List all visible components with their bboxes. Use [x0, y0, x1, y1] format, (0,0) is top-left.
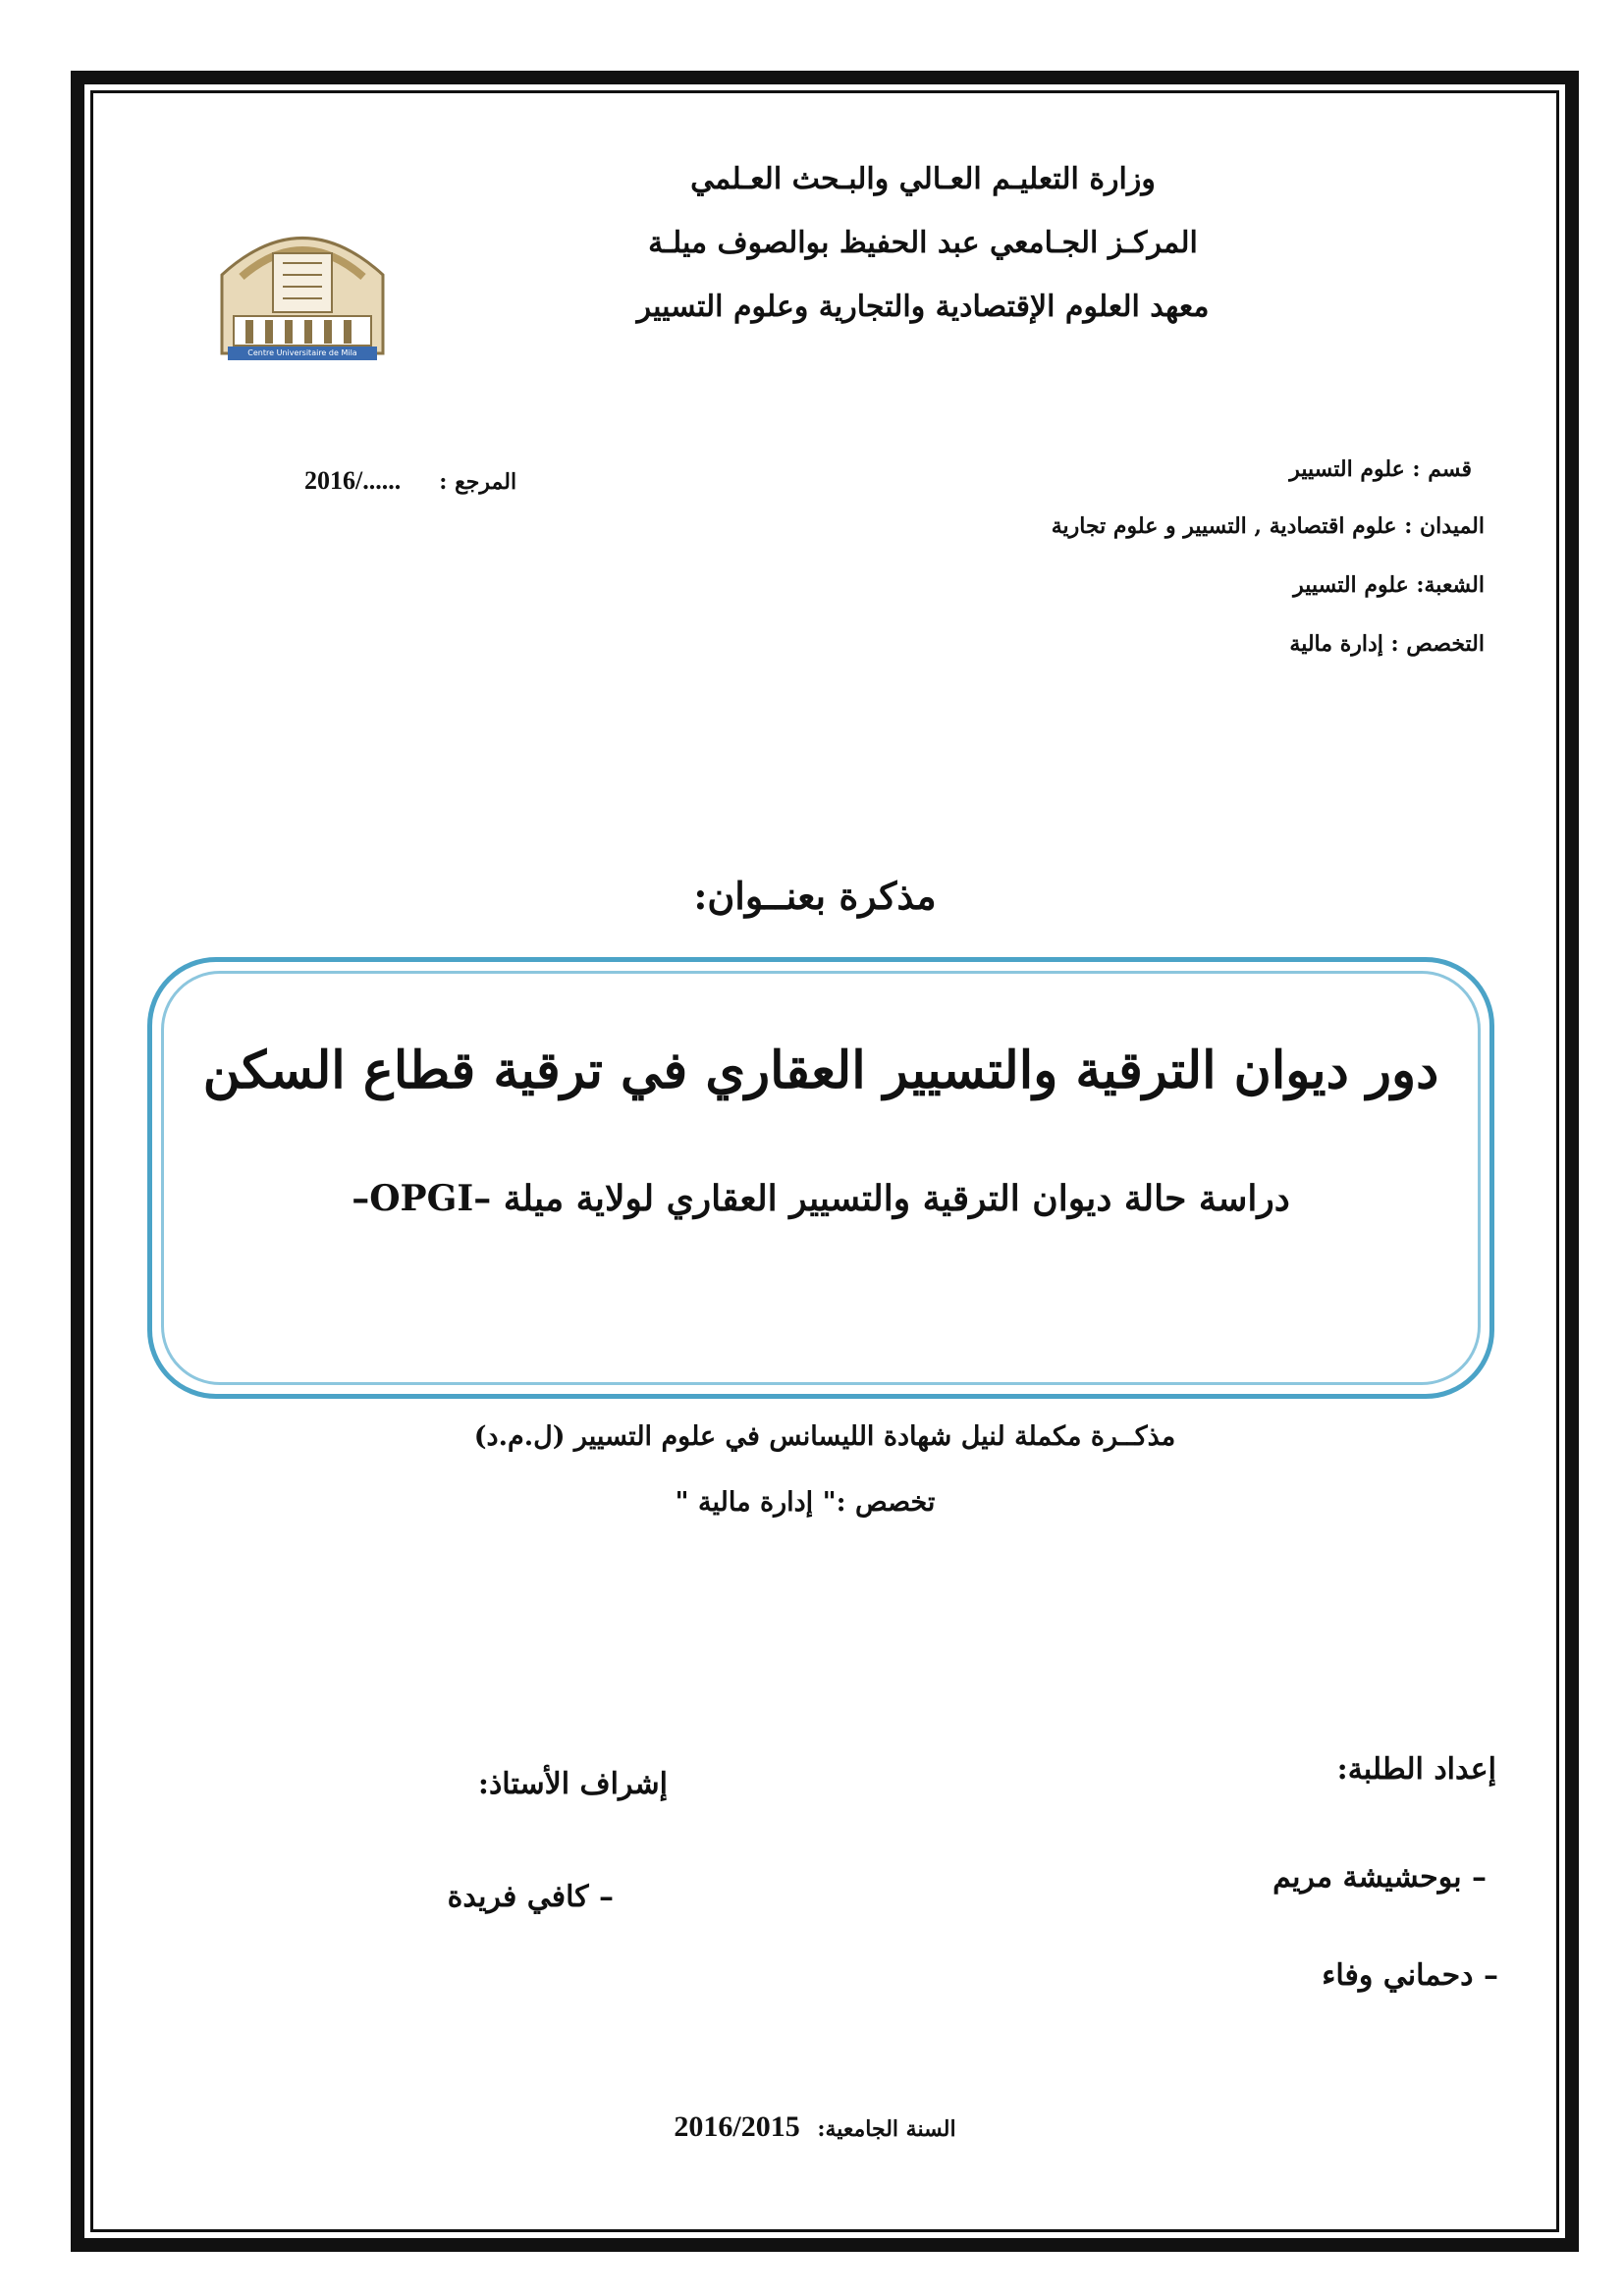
- students-heading: إعداد الطلبة:: [1336, 1752, 1496, 1787]
- ministry-line: وزارة التعليـم العـالي والبـحث العـلمي: [690, 162, 1156, 196]
- reference: [304, 466, 599, 496]
- field-line: الميدان : علوم اقتصادية , التسيير و علوم تجارية: [1051, 513, 1485, 539]
- logo-caption: Centre Universitaire de Mila: [247, 348, 357, 357]
- supervisor-heading: إشراف الأستاذ:: [477, 1767, 668, 1801]
- academic-year-label: السنة الجامعية:: [817, 2116, 956, 2142]
- main-title: دور ديوان الترقية والتسيير العقاري في ترقية قطاع السكن: [202, 1041, 1439, 1100]
- university-logo: [204, 206, 401, 363]
- student-name-1: – بوحشيشة مريم: [1272, 1860, 1487, 1895]
- degree-line: مذكــرة مكملة لنيل شهادة الليسانس في علوم التسيير (ل.م.د): [473, 1421, 1176, 1452]
- reference-label: المرجع :: [439, 469, 517, 495]
- subtitle: دراسة حالة ديوان الترقية والتسيير العقاري لولاية ميلة –OPGI–: [352, 1178, 1290, 1219]
- academic-year-value: 2016/2015: [674, 2110, 800, 2143]
- institute-line: معهد العلوم الإقتصادية والتجارية وعلوم التسيير: [636, 290, 1210, 324]
- memo-heading: مذكرة بعنــوان:: [693, 874, 937, 918]
- specialty-line: التخصص : إدارة مالية: [1289, 631, 1485, 657]
- branch-line: الشعبة: علوم التسيير: [1293, 572, 1485, 598]
- student-name-2: – دحماني وفاء: [1322, 1958, 1498, 1993]
- reference-value: 2016/......: [304, 466, 402, 495]
- center-line: المركـز الجـامعي عبد الحفيظ بوالصوف ميلـة: [648, 226, 1198, 260]
- supervisor-name: – كافي فريدة: [447, 1880, 614, 1914]
- department-line: قسم : علوم التسيير: [1289, 456, 1472, 482]
- academic-year: [609, 2110, 1021, 2144]
- specialty-title-line: تخصص :" إدارة مالية ": [675, 1487, 936, 1518]
